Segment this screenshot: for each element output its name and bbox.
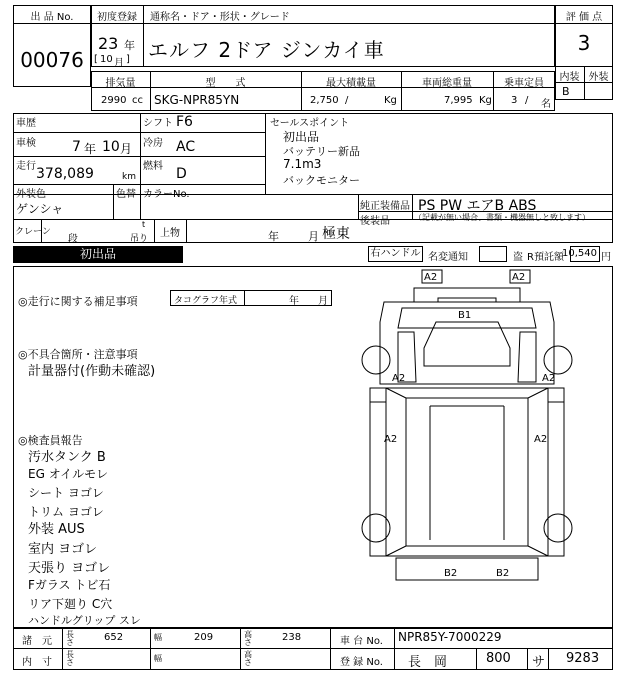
supplement-label: ◎走行に関する補足事項 <box>18 295 138 308</box>
max-load-label: 最大積載量 <box>326 78 376 89</box>
steering-box: 右ハンドル <box>368 246 423 262</box>
reg-kana: サ <box>532 655 546 670</box>
fuel-label: 燃料 <box>143 161 163 172</box>
displacement-label: 排気量 <box>105 78 136 89</box>
inspector-label: ◎検査員報告 <box>18 434 83 447</box>
capacity-label: 乗車定員 <box>504 78 544 89</box>
sales-point-item: バッテリー新品 <box>283 145 360 158</box>
inspector-item: ハンドルグリップ スレ <box>28 614 141 627</box>
mileage-unit: km <box>122 172 136 182</box>
mileage-label: 走行 <box>16 161 36 172</box>
inspection-year: 7 <box>72 139 81 155</box>
reg-month-bracket: [ <box>94 54 98 65</box>
damage-mark: B2 <box>444 568 458 579</box>
ac-value: AC <box>176 139 196 155</box>
max-load-unit: Kg <box>384 95 397 106</box>
tachograph-month: 月 <box>318 296 328 307</box>
defect-item: 計量器付(作動未確認) <box>28 364 156 379</box>
color-no-label: カラーNo. <box>143 189 190 200</box>
inspector-item: Fガラス トビ石 <box>28 578 111 592</box>
genuine-value: PS PW エアB ABS <box>418 198 537 214</box>
reg-month-unit: 月 <box>114 58 124 69</box>
inspection-month: 10 <box>102 139 120 155</box>
reg-year-unit: 年 <box>124 39 135 52</box>
inspector-item: トリム ヨゴレ <box>28 505 104 519</box>
odometer-label: 盗 <box>513 252 523 263</box>
dims-label: 諸 元 <box>22 636 52 647</box>
interior-label: 内装 <box>559 72 580 83</box>
crane-label: クレーン <box>15 227 51 237</box>
damage-mark: A2 <box>424 272 438 283</box>
width-value: 209 <box>194 632 214 643</box>
name-change-label: 名変通知 <box>428 252 468 263</box>
damage-mark: A2 <box>534 434 548 445</box>
gross-weight-label: 車両総重量 <box>422 78 472 89</box>
genuine-label: 純正装備品 <box>360 201 410 212</box>
first-reg-label: 初度登録 <box>97 12 137 23</box>
inner-height-label: 高さ <box>244 650 252 667</box>
length-label: 長さ <box>66 630 74 647</box>
inspector-item: 外装 AUS <box>28 522 85 537</box>
name-label: 通称名・ドア・形状・グレード <box>150 12 290 23</box>
ext-color-value: ゲンシャ <box>16 202 64 216</box>
ac-label: 冷房 <box>143 138 163 149</box>
damage-mark: A2 <box>392 373 406 384</box>
reg-number: 9283 <box>566 651 600 666</box>
crane-lift: 吊り <box>130 234 149 244</box>
capacity-sep: / <box>525 95 529 106</box>
wheel-front-left <box>362 346 390 374</box>
mileage-value: 378,089 <box>36 166 94 182</box>
inner-width-label: 幅 <box>154 654 162 663</box>
car-name: エルフ 2ドア ジンカイ車 <box>148 38 385 62</box>
crane-stage: 段 <box>68 234 78 245</box>
reg-class: 800 <box>486 651 511 666</box>
displacement-value: 2990 <box>101 95 127 106</box>
height-label: 高さ <box>244 630 252 647</box>
reg-label: 登 録 No. <box>340 657 383 668</box>
tachograph-label: タコグラフ年式 <box>174 296 238 306</box>
damage-mark: A2 <box>384 434 398 445</box>
interior-grade: B <box>562 85 570 98</box>
inspection-month-unit: 月 <box>120 142 133 156</box>
capacity-value: 3 <box>511 95 518 106</box>
inspection-year-unit: 年 <box>84 142 97 156</box>
wheel-front-right <box>544 346 572 374</box>
model-label: 型 式 <box>205 78 246 89</box>
reg-area: 長 岡 <box>408 655 448 670</box>
crane-ton: t <box>142 220 146 229</box>
ext-color-label: 外装色 <box>16 189 46 200</box>
aftermarket-label: 後装品 <box>360 216 390 227</box>
first-listing-banner: 初出品 <box>13 246 183 263</box>
recycle-label: R預託額 <box>527 252 564 263</box>
history-label: 車歴 <box>16 118 36 129</box>
capacity-unit: 名 <box>541 99 551 110</box>
gross-weight-value: 7,995 <box>444 95 473 106</box>
sales-point-item: 初出品 <box>283 130 320 144</box>
deposit-value: 10,540 <box>562 248 597 259</box>
exterior-label: 外装 <box>588 72 609 83</box>
tachograph-year: 年 <box>289 296 299 307</box>
fuel-value: D <box>176 166 187 182</box>
shift-label: シフト <box>143 118 173 129</box>
damage-mark: A2 <box>512 272 526 283</box>
sales-point-item: バックモニター <box>283 174 360 187</box>
chassis-label: 車 台 No. <box>340 636 383 647</box>
inner-length-label: 長さ <box>66 650 74 667</box>
inspector-item: シート ヨゴレ <box>28 486 104 500</box>
upper-year: 年 <box>268 230 279 243</box>
lot-number: 00076 <box>20 48 84 72</box>
chassis-value: NPR85Y-7000229 <box>398 630 502 644</box>
rating-value: 3 <box>577 31 591 55</box>
height-value: 238 <box>282 632 302 643</box>
body-outline <box>370 388 564 556</box>
rating-label: 評 価 点 <box>565 12 603 23</box>
sales-point-item: 7.1m3 <box>283 157 322 171</box>
gross-weight-unit: Kg <box>479 95 492 106</box>
displacement-unit: cc <box>132 95 143 106</box>
shift-value: F6 <box>176 114 193 130</box>
inspector-item: 汚水タンク B <box>28 450 106 465</box>
length-value: 652 <box>104 632 124 643</box>
name-change-box <box>479 246 507 262</box>
inspector-item: 天張り ヨゴレ <box>28 561 111 576</box>
upper-value: 極東 <box>322 226 350 242</box>
aftermarket-note: （記載が無い場合、書類・機器無しと致します） <box>414 213 590 222</box>
reg-year: 23 <box>98 34 119 53</box>
damage-mark: A2 <box>542 373 556 384</box>
color-code-label: 色替 <box>116 189 136 200</box>
inspector-item: リア下廻り C穴 <box>28 597 113 611</box>
max-load-sep: / <box>345 95 349 106</box>
damage-mark: B2 <box>496 568 510 579</box>
inspection-label: 車検 <box>16 138 36 149</box>
defects-label: ◎不具合箇所・注意事項 <box>18 348 138 361</box>
width-label: 幅 <box>154 633 162 642</box>
footer-box <box>13 628 613 670</box>
upper-month: 月 <box>308 230 319 243</box>
max-load-value: 2,750 <box>310 95 339 106</box>
inspector-item: EG オイルモレ <box>28 467 109 481</box>
upper-label: 上物 <box>160 228 180 239</box>
damage-mark: B1 <box>458 310 472 321</box>
reg-month: 10 <box>100 54 113 65</box>
inner-label: 内 寸 <box>22 657 52 668</box>
truck-diagram <box>340 266 610 628</box>
model-value: SKG-NPR85YN <box>154 93 240 107</box>
lot-label: 出 品 No. <box>30 12 74 23</box>
inspector-item: 室内 ヨゴレ <box>28 542 98 557</box>
sales-points-label: セールスポイント <box>270 118 350 129</box>
deposit-unit: 円 <box>601 252 611 263</box>
